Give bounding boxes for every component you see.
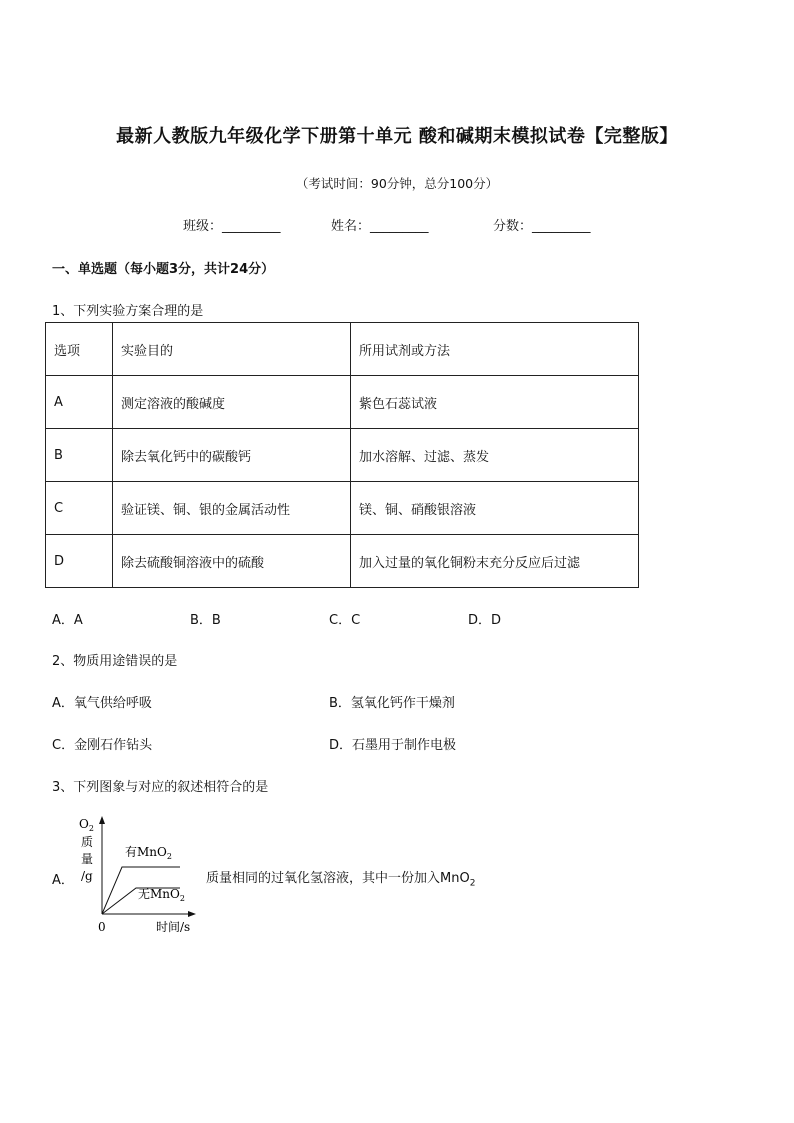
- question-1-table: [45, 322, 639, 588]
- y-label-1: 质: [81, 835, 94, 849]
- q2-option-d[interactable]: D．石墨用于制作电极: [329, 738, 457, 753]
- table-cell: D: [46, 535, 113, 588]
- table-cell: C: [46, 482, 113, 535]
- table-cell: 加水溶解、过滤、蒸发: [351, 429, 639, 482]
- q3-option-a-subscript: 2: [469, 878, 476, 889]
- q2-option-b[interactable]: B．氢氧化钙作干燥剂: [329, 696, 455, 711]
- question-3-stem: 3、下列图象与对应的叙述相符合的是: [52, 780, 269, 795]
- q1-option-b[interactable]: B．B: [190, 613, 221, 628]
- score-field[interactable]: 分数：_________: [493, 219, 591, 234]
- q3-option-a-letter[interactable]: A．: [52, 873, 74, 888]
- table-cell: 测定溶液的酸碱度: [113, 376, 351, 429]
- x-axis-arrow: [188, 911, 196, 917]
- q2-option-c[interactable]: C．金刚石作钻头: [52, 738, 153, 753]
- name-field[interactable]: 姓名：_________: [331, 219, 429, 234]
- y-label-3: /g: [81, 869, 93, 883]
- page-title: 最新人教版九年级化学下册第十单元 酸和碱期末模拟试卷【完整版】: [116, 126, 678, 147]
- q1-option-a[interactable]: A．A: [52, 613, 83, 628]
- class-field[interactable]: 班级：_________: [183, 219, 281, 234]
- table-cell: 除去氧化钙中的碳酸钙: [113, 429, 351, 482]
- table-row: [46, 482, 639, 535]
- y-label-2: 量: [81, 852, 94, 866]
- table-header-cell: 选项: [46, 323, 113, 376]
- table-cell: B: [46, 429, 113, 482]
- q1-option-d[interactable]: D．D: [468, 613, 502, 628]
- table-cell: 验证镁、铜、银的金属活动性: [113, 482, 351, 535]
- exam-info: （考试时间：90分钟，总分100分）: [295, 176, 499, 191]
- q3-option-a-graph: [70, 812, 200, 937]
- table-row: [46, 376, 639, 429]
- q3-option-a-text-main: 质量相同的过氧化氢溶液，其中一份加入MnO: [206, 871, 470, 886]
- table-cell: A: [46, 376, 113, 429]
- origin-label: 0: [98, 920, 106, 934]
- q1-option-c[interactable]: C．C: [329, 613, 361, 628]
- y-axis-arrow: [99, 816, 105, 824]
- table-row: [46, 429, 639, 482]
- table-header-row: [46, 323, 639, 376]
- curve-without-label: 无MnO$_2$: [138, 887, 185, 903]
- table-header-cell: 所用试剂或方法: [351, 323, 639, 376]
- question-1-stem: 1、下列实验方案合理的是: [52, 304, 204, 319]
- table-cell: 除去硫酸铜溶液中的硫酸: [113, 535, 351, 588]
- q2-option-a[interactable]: A．氧气供给呼吸: [52, 696, 152, 711]
- question-2-stem: 2、物质用途错误的是: [52, 654, 178, 669]
- y-label-top: $O_2$: [79, 817, 94, 833]
- x-axis-label: 时间/s: [156, 920, 191, 934]
- q3-option-a-text[interactable]: [206, 867, 475, 889]
- curve-with-label: 有MnO$_2$: [125, 845, 172, 861]
- table-row: [46, 535, 639, 588]
- table-cell: 紫色石蕊试液: [351, 376, 639, 429]
- section-heading: 一、单选题（每小题3分，共计24分）: [52, 262, 275, 277]
- table-header-cell: 实验目的: [113, 323, 351, 376]
- table-cell: 镁、铜、硝酸银溶液: [351, 482, 639, 535]
- table-cell: 加入过量的氧化铜粉末充分反应后过滤: [351, 535, 639, 588]
